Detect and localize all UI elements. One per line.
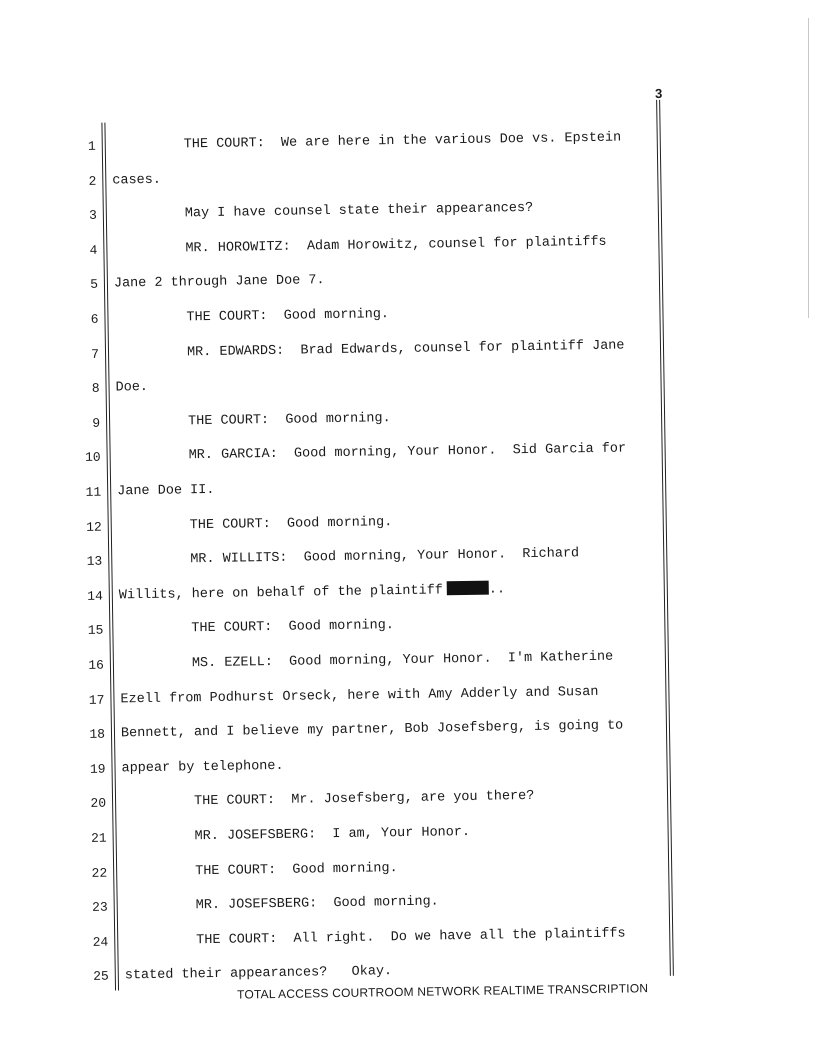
line-content: Ezell from Podhurst Orseck, here with Amy Adderly and Susan: [120, 684, 599, 708]
line-number: 3: [88, 207, 97, 224]
line-number: 19: [89, 761, 106, 777]
transcript-line: [1, 577, 701, 608]
line-content: THE COURT: We are here in the various Doe vs. Epstein: [183, 130, 622, 153]
line-content: MR. HOROWITZ: Adam Horowitz, counsel for plaintiffs: [185, 234, 607, 257]
line-number: 10: [84, 450, 101, 466]
line-content: MR. JOSEFSBERG: Good morning.: [195, 894, 439, 914]
line-number: 1: [87, 138, 96, 154]
transcript-line: [2, 681, 702, 712]
line-text: [121, 757, 283, 780]
line-number: 6: [90, 311, 99, 327]
line-number: 8: [91, 380, 100, 397]
line-text: [190, 544, 579, 570]
line-text: [186, 305, 389, 328]
line-text: [196, 924, 626, 951]
line-content: appear by telephone.: [121, 758, 284, 777]
line-text: [195, 859, 398, 882]
line-content: THE COURT: All right. Do we have all the plaintiffs: [196, 926, 626, 949]
line-text: [188, 409, 391, 432]
line-content: THE COURT: Good morning.: [189, 514, 393, 533]
line-number: 2: [88, 173, 97, 189]
line-number: 20: [90, 796, 107, 812]
line-content: THE COURT: Good morning.: [191, 618, 395, 637]
line-text: [190, 513, 393, 536]
line-text: [119, 580, 506, 606]
line-text: [112, 170, 161, 191]
line-number: 11: [85, 484, 102, 500]
page-number: 3: [654, 85, 663, 101]
line-content: MR. GARCIA: Good morning, Your Honor. Sid Garcia for: [188, 441, 627, 464]
line-content: THE COURT: Mr. Josefsberg, are you there?: [193, 789, 535, 810]
line-number: 7: [91, 346, 100, 362]
line-text: [114, 272, 325, 295]
line-text: [196, 893, 439, 917]
line-content: Jane 2 through Jane Doe 7.: [113, 273, 325, 292]
line-text: [194, 823, 470, 847]
line-content: Doe.: [115, 380, 149, 396]
line-text: [185, 199, 534, 224]
line-text: [121, 717, 624, 745]
redaction-box: [447, 580, 489, 595]
transcript-line: [0, 404, 698, 435]
line-number: 18: [89, 726, 106, 743]
line-text: [187, 336, 625, 363]
transcript-line: [1, 612, 701, 643]
line-number: 23: [92, 899, 108, 916]
transcript-line: [3, 715, 703, 746]
line-number: 17: [88, 692, 105, 708]
line-number: 25: [93, 969, 109, 985]
line-content: Bennett, and I believe my partner, Bob Josefsberg, is going to: [120, 718, 624, 742]
line-number: 16: [88, 657, 105, 673]
transcript-line: [6, 888, 706, 919]
line-number: 15: [87, 623, 104, 639]
transcript-line: [0, 439, 699, 470]
line-content: cases.: [112, 172, 162, 189]
line-number: 14: [87, 588, 103, 604]
line-number: 24: [92, 934, 109, 950]
transcript-line: [4, 785, 704, 816]
line-text: [115, 378, 148, 399]
line-content: Willits, here on behalf of the plaintiff: [118, 583, 443, 604]
line-number: 21: [90, 830, 107, 846]
line-content: THE COURT: Good morning.: [186, 307, 390, 326]
footer-text: TOTAL ACCESS COURTROOM NETWORK REALTIME TRANSCRIPTION: [237, 981, 649, 1002]
transcript-line: [0, 473, 699, 504]
line-text: [194, 787, 535, 812]
transcript-line: [0, 542, 700, 573]
line-text: [125, 963, 393, 987]
line-content: May I have counsel state their appearances?: [184, 201, 534, 222]
line-number: 12: [86, 519, 102, 535]
transcript-line: [2, 646, 702, 677]
line-text: [185, 233, 607, 260]
line-content: MS. EZELL: Good morning, Your Honor. I'm Katherine: [191, 649, 614, 672]
transcript-line: [6, 923, 706, 954]
line-text: [117, 481, 215, 503]
line-text: [192, 648, 614, 675]
line-content: Jane Doe II.: [117, 482, 215, 500]
line-text: [189, 440, 627, 467]
transcript-line: [3, 750, 703, 781]
line-number: 5: [90, 277, 99, 293]
line-number: 9: [92, 415, 101, 431]
line-suffix: ..: [488, 582, 506, 598]
line-content: MR. EDWARDS: Brad Edwards, counsel for plaintiff Jane: [186, 338, 625, 360]
page-edge-line: [808, 18, 809, 318]
line-content: MR. JOSEFSBERG: I am, Your Honor.: [194, 824, 471, 845]
transcript-line: [0, 508, 700, 539]
line-content: stated their appearances? Okay.: [124, 964, 393, 984]
line-text: [191, 616, 394, 639]
line-content: MR. WILLITS: Good morning, Your Honor. Richard: [190, 546, 580, 568]
line-content: THE COURT: Good morning.: [187, 410, 391, 430]
line-text: [120, 682, 598, 710]
line-content: THE COURT: Good morning.: [195, 860, 398, 879]
transcript-line: [5, 854, 705, 885]
line-number: 22: [91, 865, 108, 881]
line-text: [184, 128, 622, 155]
line-number: 13: [86, 553, 103, 570]
line-number: 4: [89, 242, 98, 258]
transcript-line: [5, 819, 705, 850]
